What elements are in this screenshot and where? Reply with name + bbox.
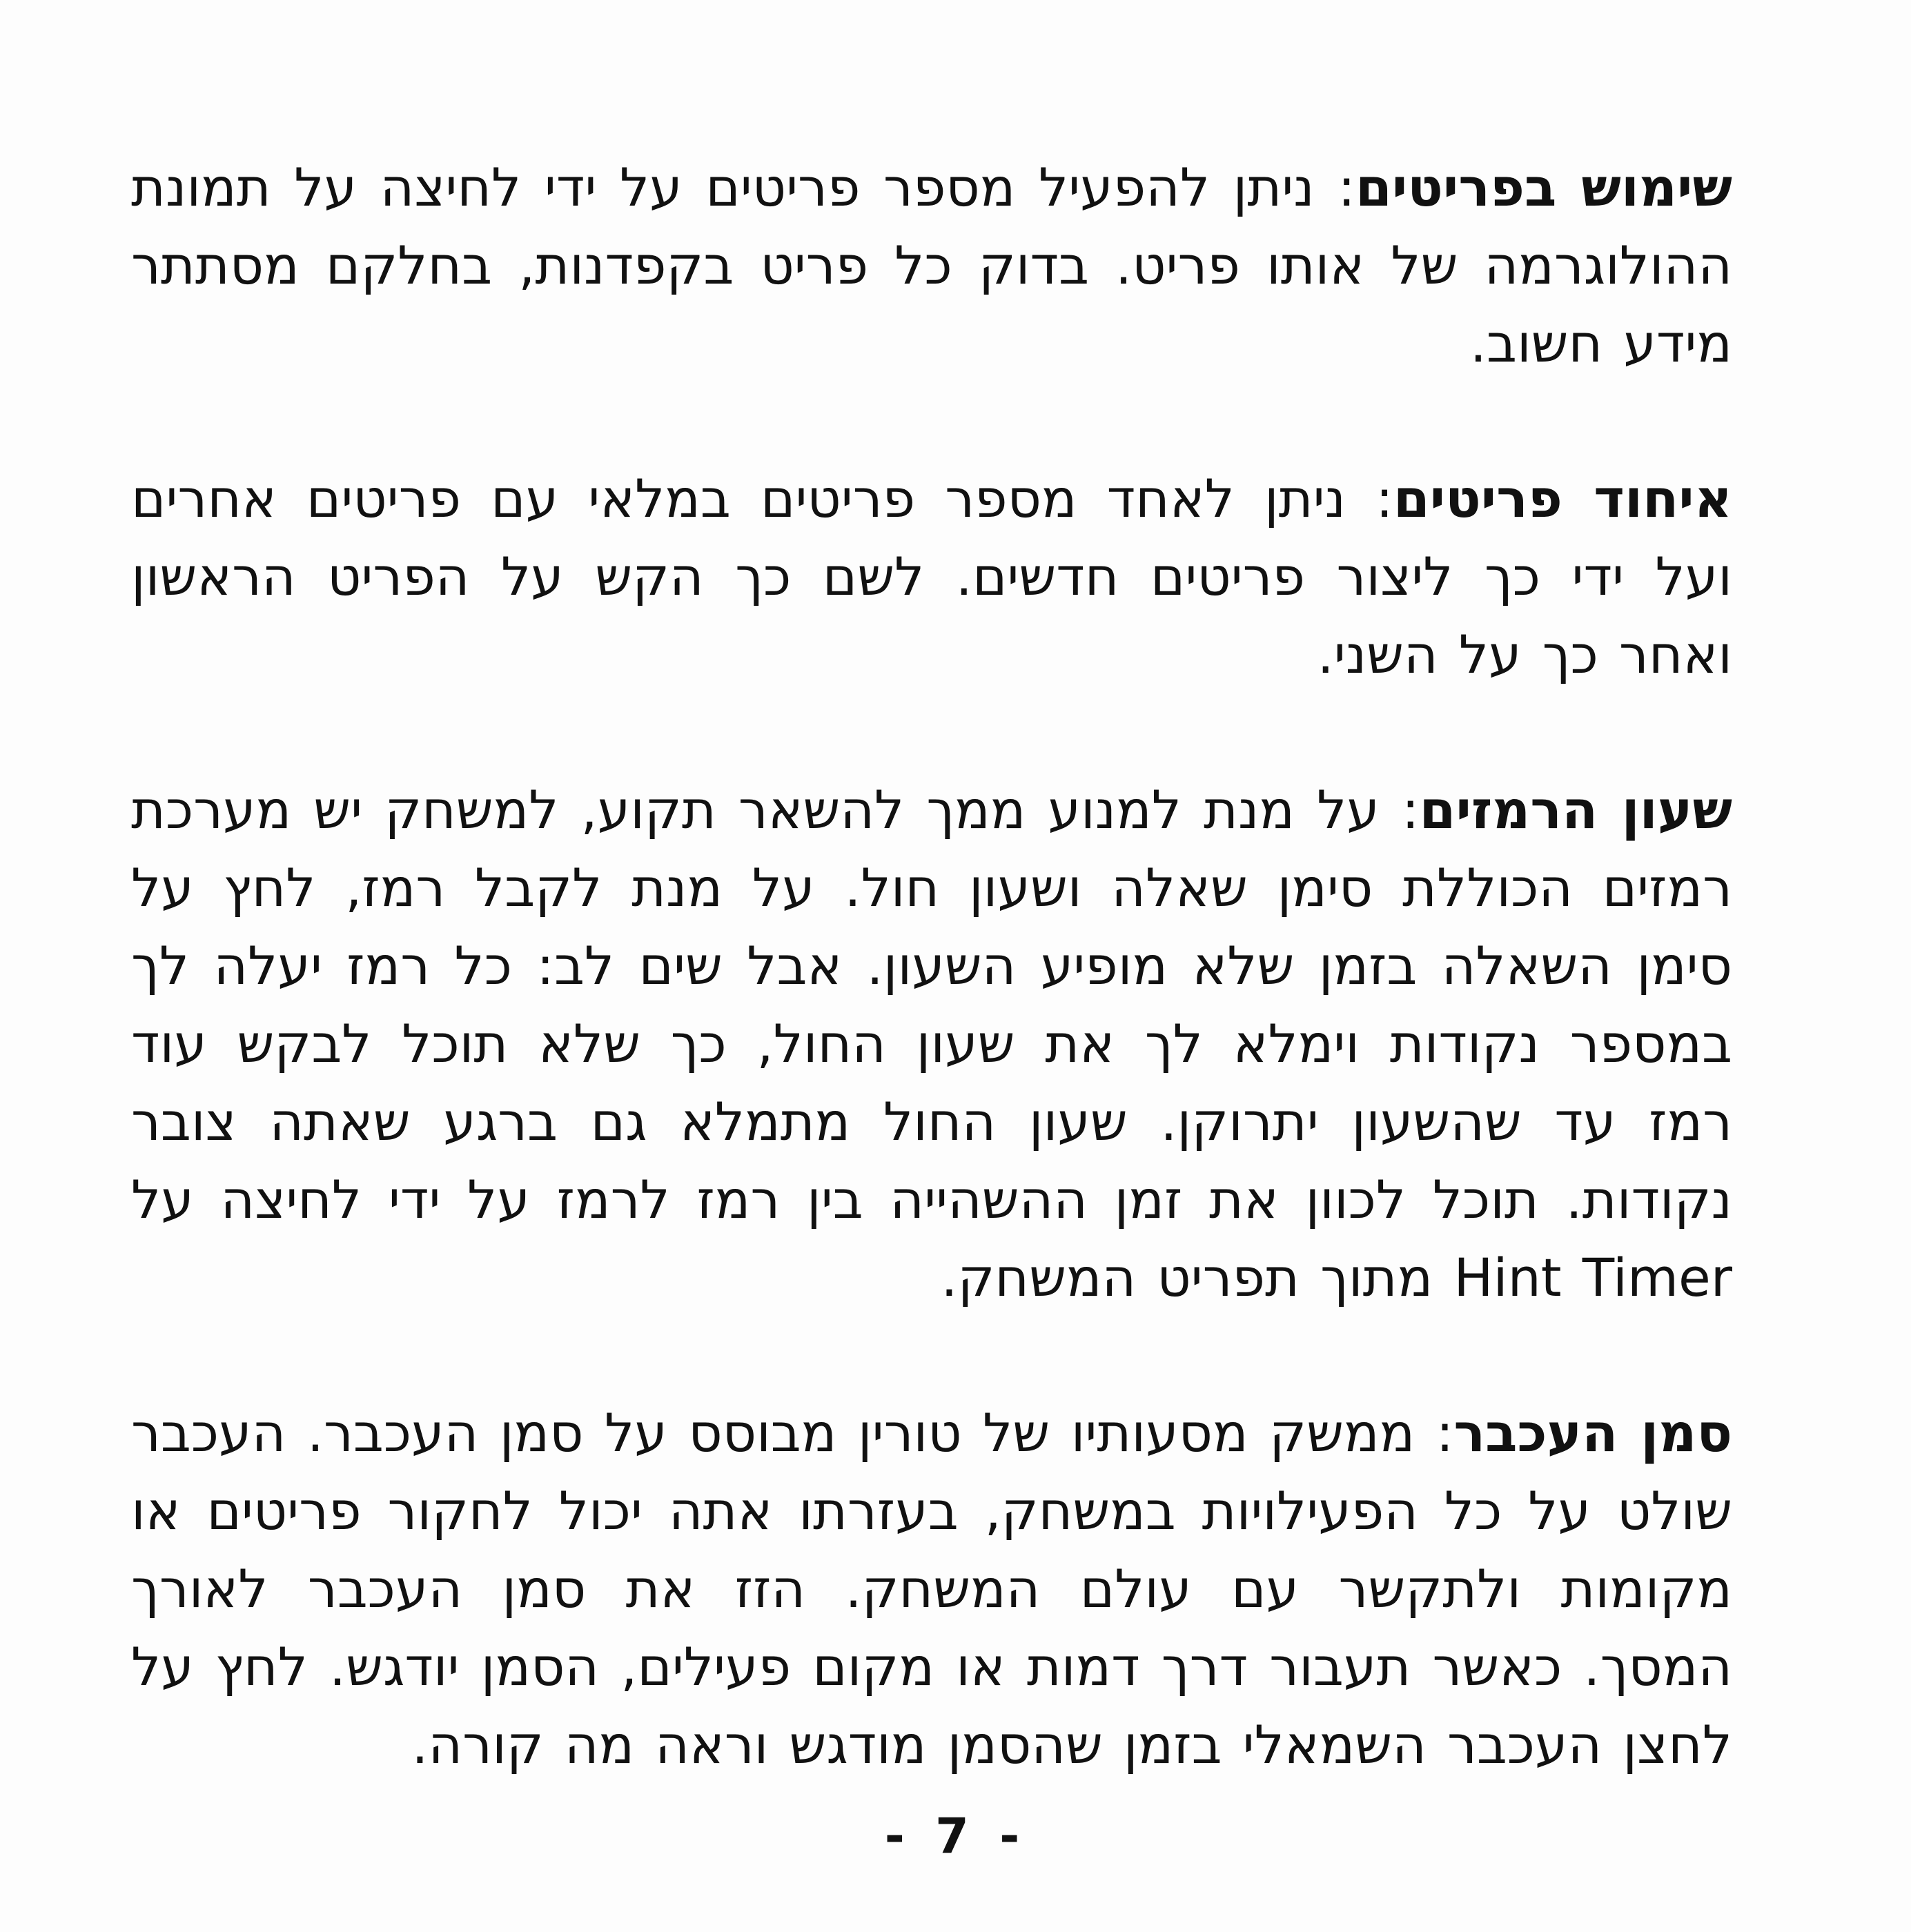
body-hint-clock-text: : על מנת למנוע ממך להשאר תקוע, למשחק יש מערכת רמזים הכוללת סימן שאלה ושעון חול. על מנת לקבל רמז, לחץ על סימן השאלה בזמן שלא מופיע השעון. אבל שים לב: כל רמז יעלה לך במספר נקודות וימלא לך את שעון החול, כך שלא תוכל לבקש עוד רמז עד שהשעון יתרוקן. שעון החול מתמלא גם ברגע שאתה צובר נקודות. תוכל לכוון את זמן ההשהייה בין רמז לרמז על ידי לחיצה על (131, 779, 1732, 1230)
paragraph-mouse-cursor (131, 1394, 1732, 1784)
heading-using-items: שימוש בפריטים (1355, 157, 1732, 218)
body-mouse-cursor: : ממשק מסעותיו של טורין מבוסס על סמן העכבר. העכבר שולט על כל הפעילויות במשחק, בעזרתו אתה יכול לחקור פריטים או מקומות ולתקשר עם עולם המשחק. הזז את סמן העכבר לאורך המסך. כאשר תעבור דרך דמות או מקום פעילים, הסמן יודגש. לחץ על לחצן העכבר השמאלי בזמן שהסמן מודגש וראה מה קורה. (131, 1402, 1732, 1775)
hint-timer-term: Hint Timer (1453, 1247, 1732, 1308)
heading-mouse-cursor: סמן העכבר (1453, 1402, 1733, 1463)
body-hint-clock-tail: מתוך תפריט המשחק. (941, 1247, 1454, 1308)
heading-hint-clock: שעון הרמזים (1419, 779, 1733, 840)
paragraph-combining-items (131, 460, 1732, 693)
heading-combining-items: איחוד פריטים (1393, 468, 1732, 529)
body-combining-items: : ניתן לאחד מספר פריטים במלאי עם פריטים אחרים ועל ידי כך ליצור פריטים חדשים. לשם כך הקש על הפריט הראשון ואחר כך על השני. (131, 468, 1732, 685)
paragraph-hint-clock (131, 771, 1732, 1317)
page-content (131, 148, 1732, 1861)
body-using-items: : ניתן להפעיל מספר פריטים על ידי לחיצה על תמונת ההולוגרמה של אותו פריט. בדוק כל פריט בקפדנות, בחלקם מסתתר מידע חשוב. (131, 157, 1732, 374)
paragraph-using-items (131, 148, 1732, 382)
page-number: - 7 - (884, 1808, 1027, 1864)
body-hint-clock (131, 779, 1732, 1308)
